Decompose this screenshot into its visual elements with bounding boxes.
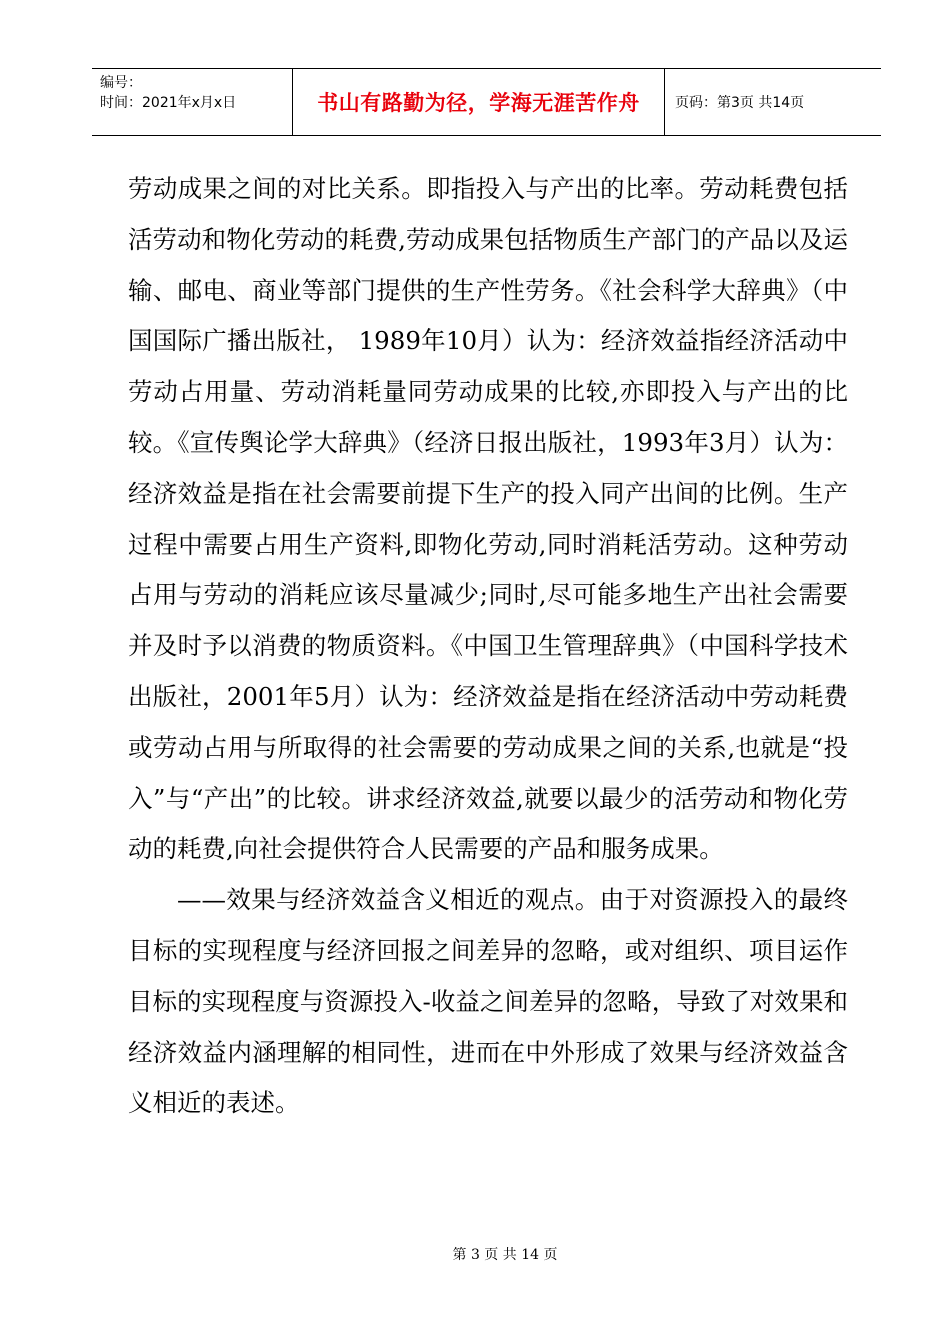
page-footer: 第 3 页 共 14 页: [452, 1247, 558, 1263]
page-header: [92, 68, 881, 136]
header-page-info: 页码：第3页 共14页: [675, 95, 805, 111]
header-motto: 书山有路勤为径，学海无涯苦作舟: [293, 69, 665, 135]
document-body: [128, 164, 848, 1129]
time-label: 时间：2021年x月x日: [100, 95, 237, 111]
number-label: 编号：: [100, 75, 142, 91]
body-paragraph: 劳动成果之间的对比关系。即指投入与产出的比率。劳动耗费包括活劳动和物化劳动的耗费,劳动成果包括物质生产部门的产品以及运输、邮电、商业等部门提供的生产性劳务。《社会科学大辞典》（中国国际广播出版社， 1989年10月）认为：经济效益指经济活动中劳动占用量、劳动消耗量同劳动成果的比较,亦即投入与产出的比较。《宣传舆论学大辞典》（经济日报出版社，1993年3月）认为：经济效益是指在社会需要前提下生产的投入同产出间的比例。生产过程中需要占用生产资料,即物化劳动,同时消耗活劳动。这种劳动占用与劳动的消耗应该尽量减少;同时,尽可能多地生产出社会需要并及时予以消费的物质资料。《中国卫生管理辞典》（中国科学技术出版社，2001年5月）认为：经济效益是指在经济活动中劳动耗费或劳动占用与所取得的社会需要的劳动成果之间的关系,也就是“投入”与“产出”的比较。讲求经济效益,就要以最少的活劳动和物化劳动的耗费,向社会提供符合人民需要的产品和服务成果。: [128, 174, 848, 864]
header-meta: [92, 69, 293, 135]
body-paragraph: ——效果与经济效益含义相近的观点。由于对资源投入的最终目标的实现程度与经济回报之间差异的忽略，或对组织、项目运作目标的实现程度与资源投入-收益之间差异的忽略，导致了对效果和经济效益内涵理解的相同性，进而在中外形成了效果与经济效益含义相近的表述。: [128, 885, 848, 1118]
